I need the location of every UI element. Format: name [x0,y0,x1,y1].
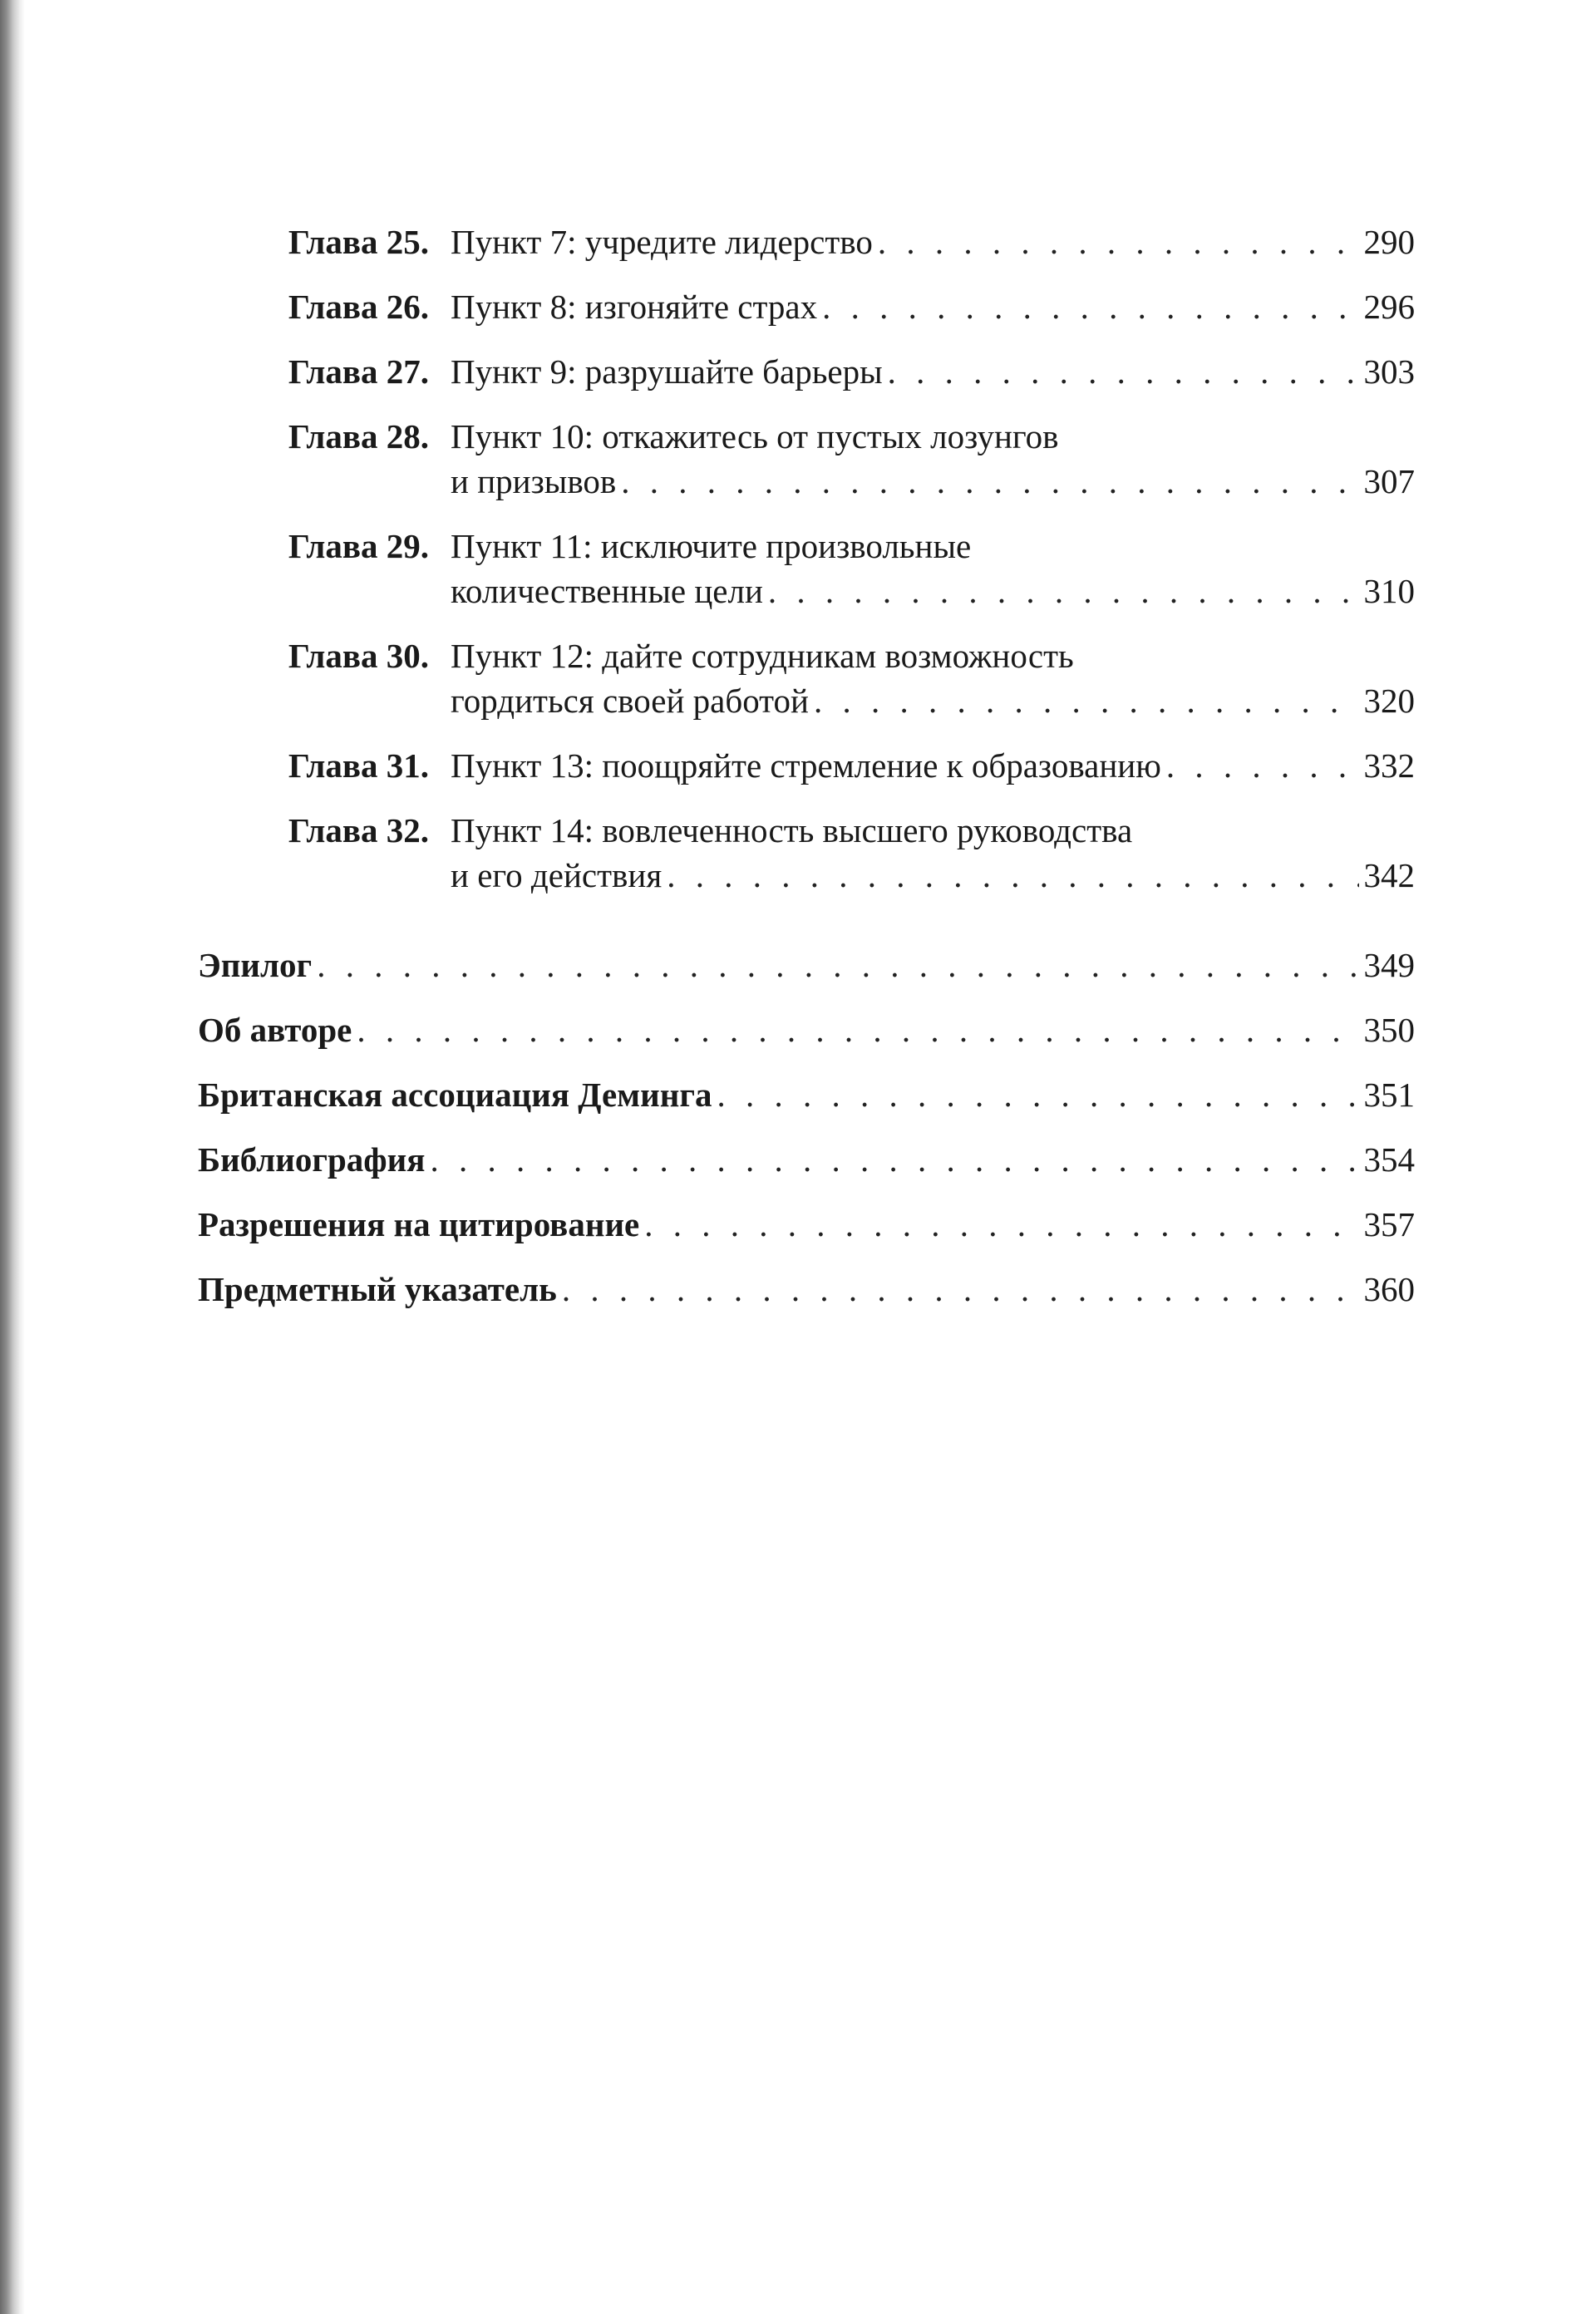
dot-leader [1166,743,1359,788]
dot-leader [814,678,1359,723]
page-number: 310 [1363,572,1415,610]
dot-leader [562,1267,1359,1312]
section-title: Эпилог [198,946,313,984]
dot-leader [822,284,1358,329]
toc-section-epilogue[interactable] [198,943,1415,987]
dot-leader [888,349,1359,394]
dot-leader [357,1007,1358,1052]
page-number: 332 [1363,746,1415,785]
chapter-number: Глава 25. [288,223,429,261]
page-number: 290 [1363,223,1415,261]
chapter-title: Пункт 9: разрушайте барьеры [451,352,883,391]
page-number: 342 [1363,856,1415,894]
chapter-title: Пункт 11: исключите произвольные [451,527,972,565]
chapter-number: Глава 32. [288,811,429,849]
chapter-number: Глава 26. [288,288,429,326]
dot-leader [317,943,1358,987]
toc-section-index[interactable] [198,1267,1415,1312]
page-number: 351 [1363,1076,1415,1114]
page-number: 307 [1363,462,1415,500]
chapter-title: Пункт 10: откажитесь от пустых лозунгов [451,417,1059,455]
scan-edge [0,0,25,2314]
toc-section-about-author[interactable] [198,1007,1415,1052]
chapter-title: Пункт 7: учредите лидерство [451,223,873,261]
section-title: Разрешения на цитирование [198,1205,640,1243]
page-number: 350 [1363,1011,1415,1049]
section-title: Британская ассоциация Деминга [198,1076,712,1114]
dot-leader [644,1202,1358,1247]
section-title: Библиография [198,1140,426,1179]
chapter-number: Глава 30. [288,637,429,675]
chapter-title: Пункт 8: изгоняйте страх [451,288,818,326]
page-number: 303 [1363,352,1415,391]
chapter-title: Пункт 12: дайте сотрудникам возможность [451,637,1074,675]
chapter-number: Глава 31. [288,746,429,785]
chapter-title-continued: количественные цели [451,572,763,610]
dot-leader [878,219,1359,264]
dot-leader [768,569,1359,613]
chapter-title-continued: гордиться своей работой [451,682,809,720]
toc-section-permissions[interactable] [198,1202,1415,1247]
dot-leader [667,853,1358,898]
dot-leader [621,459,1358,504]
dot-leader [430,1137,1358,1182]
chapter-title: Пункт 13: поощряйте стремление к образованию [451,746,1161,785]
chapter-title-continued: и призывов [451,462,617,500]
section-title: Об авторе [198,1011,352,1049]
toc-section-deming-association[interactable] [198,1072,1415,1117]
dot-leader [717,1072,1358,1117]
section-title: Предметный указатель [198,1270,557,1308]
chapter-title-continued: и его действия [451,856,663,894]
chapter-number: Глава 29. [288,527,429,565]
page-number: 354 [1363,1140,1415,1179]
page-number: 349 [1363,946,1415,984]
chapter-number: Глава 27. [288,352,429,391]
page-number: 320 [1363,682,1415,720]
page-number: 357 [1363,1205,1415,1243]
toc-section-bibliography[interactable] [198,1137,1415,1182]
chapter-title: Пункт 14: вовлеченность высшего руководства [451,811,1133,849]
page-number: 360 [1363,1270,1415,1308]
chapter-number: Глава 28. [288,417,429,455]
page-number: 296 [1363,288,1415,326]
